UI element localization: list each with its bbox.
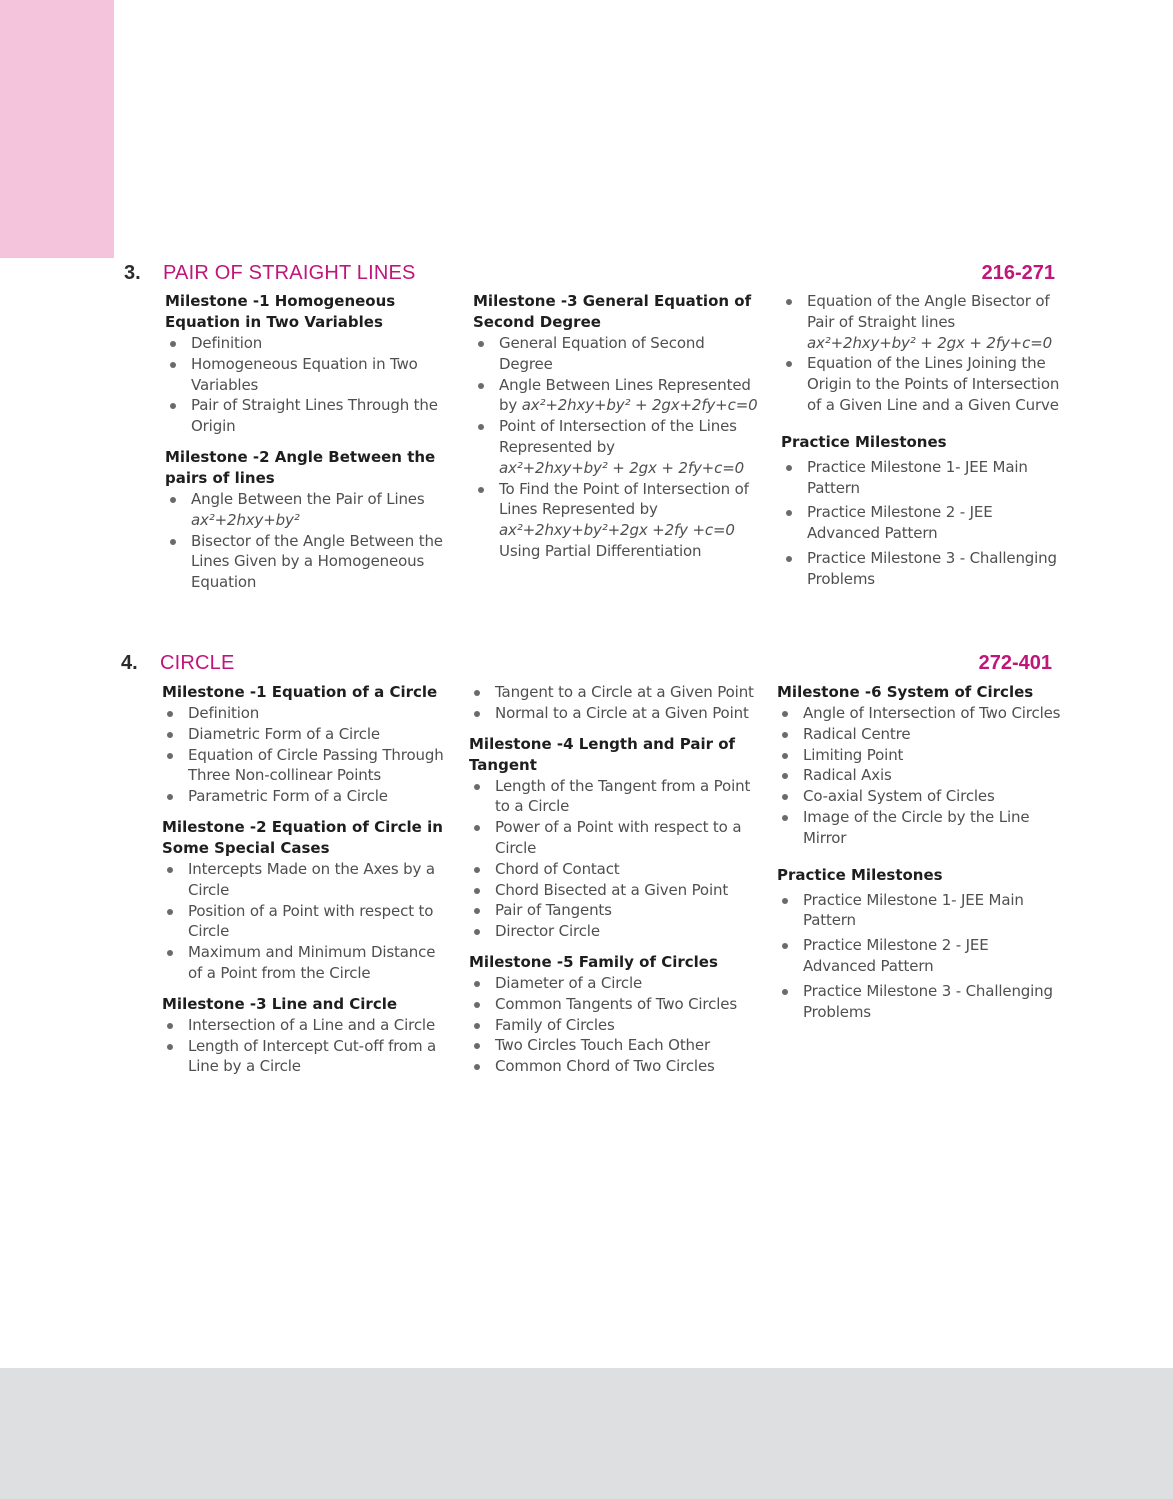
chapter-4-column-2 bbox=[469, 682, 754, 1077]
list-item: Definition bbox=[165, 333, 450, 354]
list-item: Definition bbox=[162, 703, 447, 724]
list-item: General Equation of Second Degree bbox=[473, 333, 758, 375]
list-item: Angle Between the Pair of Lines ax²+2hxy+by² bbox=[165, 489, 450, 531]
practice-heading: Practice Milestones bbox=[777, 865, 943, 884]
bullet-icon bbox=[170, 403, 176, 409]
bullet-icon bbox=[474, 981, 480, 987]
bullet-icon bbox=[170, 341, 176, 347]
bullet-icon bbox=[478, 383, 484, 389]
list-item: Length of Intercept Cut-off from a Line by a Circle bbox=[162, 1036, 447, 1078]
list-item: Pair of Straight Lines Through the Origin bbox=[165, 395, 450, 437]
bullet-icon bbox=[474, 867, 480, 873]
list-item: Diameter of a Circle bbox=[469, 973, 754, 994]
practice-heading: Practice Milestones bbox=[781, 432, 947, 451]
bullet-icon bbox=[782, 898, 788, 904]
list-item: Pair of Tangents bbox=[469, 900, 754, 921]
bullet-icon bbox=[167, 1044, 173, 1050]
bullet-icon bbox=[167, 950, 173, 956]
bullet-icon bbox=[782, 711, 788, 717]
milestone-heading: Milestone -2 Equation of Circle in Some Special Cases bbox=[162, 817, 443, 857]
bullet-icon bbox=[786, 510, 792, 516]
formula: ax²+2hxy+by² + 2gx + 2fy+c=0 bbox=[807, 333, 1053, 352]
bullet-icon bbox=[167, 732, 173, 738]
list-item: Image of the Circle by the Line Mirror bbox=[777, 807, 1062, 849]
list-item: Radical Centre bbox=[777, 724, 1062, 745]
bullet-icon bbox=[782, 732, 788, 738]
list-item: Diametric Form of a Circle bbox=[162, 724, 447, 745]
footer-band bbox=[0, 1368, 1173, 1499]
list-item: Practice Milestone 3 - Challenging Problems bbox=[781, 548, 1066, 590]
list-item: Maximum and Minimum Distance of a Point from the Circle bbox=[162, 942, 447, 984]
milestone-heading: Milestone -1 Equation of a Circle bbox=[162, 683, 438, 701]
formula: ax²+2hxy+by² bbox=[191, 510, 300, 529]
list-item: Tangent to a Circle at a Given Point bbox=[469, 682, 754, 703]
formula: ax²+2hxy+by²+2gx +2fy +c=0 bbox=[499, 521, 735, 540]
bullet-icon bbox=[474, 825, 480, 831]
list-item: Length of the Tangent from a Point to a Circle bbox=[469, 776, 754, 818]
list-item: Bisector of the Angle Between the Lines Given by a Homogeneous Equation bbox=[165, 531, 450, 593]
list-item: To Find the Point of Intersection of Lines Represented by ax²+2hxy+by²+2gx +2fy +c=0 Using Partial Differentiation bbox=[473, 479, 758, 562]
milestone-heading: Milestone -5 Family of Circles bbox=[469, 952, 718, 971]
list-item: Intersection of a Line and a Circle bbox=[162, 1015, 447, 1036]
bullet-icon bbox=[786, 361, 792, 367]
chapter-4-column-1 bbox=[162, 682, 447, 1077]
list-item: Angle of Intersection of Two Circles bbox=[777, 703, 1062, 724]
bullet-icon bbox=[167, 794, 173, 800]
bullet-icon bbox=[474, 1023, 480, 1029]
list-item: Practice Milestone 1- JEE Main Pattern bbox=[777, 890, 1062, 932]
bullet-icon bbox=[474, 711, 480, 717]
list-item: Practice Milestone 2 - JEE Advanced Pattern bbox=[781, 502, 1066, 544]
bullet-icon bbox=[782, 989, 788, 995]
bullet-icon bbox=[474, 929, 480, 935]
bullet-icon bbox=[782, 753, 788, 759]
formula: ax²+2hxy+by² + 2gx+2fy+c=0 bbox=[521, 396, 758, 415]
bullet-icon bbox=[474, 888, 480, 894]
list-item: Point of Intersection of the Lines Represented by ax²+2hxy+by² + 2gx + 2fy+c=0 bbox=[473, 416, 758, 478]
chapter-4-column-3 bbox=[777, 682, 1062, 1022]
bullet-icon bbox=[170, 497, 176, 503]
bullet-icon bbox=[474, 1002, 480, 1008]
bullet-icon bbox=[474, 908, 480, 914]
bullet-icon bbox=[786, 299, 792, 305]
list-item: Common Chord of Two Circles bbox=[469, 1056, 754, 1077]
list-item: Angle Between Lines Represented by ax²+2hxy+by² + 2gx+2fy+c=0 bbox=[473, 375, 758, 417]
list-item: Practice Milestone 2 - JEE Advanced Pattern bbox=[777, 935, 1062, 977]
milestone-heading: Milestone -3 Line and Circle bbox=[162, 994, 398, 1013]
milestone-heading: Milestone -2 Angle Between the pairs of lines bbox=[165, 447, 436, 487]
chapter-pages: 272-401 bbox=[978, 652, 1052, 674]
chapter-pages: 216-271 bbox=[981, 262, 1055, 284]
bullet-icon bbox=[167, 867, 173, 873]
bullet-icon bbox=[167, 711, 173, 717]
bullet-icon bbox=[474, 1043, 480, 1049]
bullet-icon bbox=[474, 784, 480, 790]
chapter-3-column-1 bbox=[165, 291, 450, 593]
chapter-title: PAIR OF STRAIGHT LINES bbox=[163, 262, 416, 284]
list-item: Equation of Circle Passing Through Three Non-collinear Points bbox=[162, 745, 447, 787]
list-item: Homogeneous Equation in Two Variables bbox=[165, 354, 450, 396]
milestone-heading: Milestone -4 Length and Pair of Tangent bbox=[469, 734, 736, 774]
bullet-icon bbox=[782, 943, 788, 949]
list-item: Normal to a Circle at a Given Point bbox=[469, 703, 754, 724]
list-item: Family of Circles bbox=[469, 1015, 754, 1036]
bullet-icon bbox=[474, 1064, 480, 1070]
bullet-icon bbox=[782, 773, 788, 779]
list-item: Practice Milestone 3 - Challenging Problems bbox=[777, 981, 1062, 1023]
list-item: Equation of the Lines Joining the Origin to the Points of Intersection of a Given Line and a Given Curve bbox=[781, 353, 1066, 415]
bullet-icon bbox=[786, 465, 792, 471]
list-item: Limiting Point bbox=[777, 745, 1062, 766]
bullet-icon bbox=[474, 690, 480, 696]
list-item: Position of a Point with respect to Circle bbox=[162, 901, 447, 943]
bullet-icon bbox=[782, 794, 788, 800]
list-item: Power of a Point with respect to a Circle bbox=[469, 817, 754, 859]
list-item: Co-axial System of Circles bbox=[777, 786, 1062, 807]
bullet-icon bbox=[170, 362, 176, 368]
chapter-number: 4. bbox=[121, 652, 138, 674]
list-item: Director Circle bbox=[469, 921, 754, 942]
list-item: Common Tangents of Two Circles bbox=[469, 994, 754, 1015]
bullet-icon bbox=[167, 909, 173, 915]
bullet-icon bbox=[782, 815, 788, 821]
bullet-icon bbox=[478, 341, 484, 347]
chapter-title: CIRCLE bbox=[160, 652, 235, 674]
chapter-3-column-2 bbox=[473, 291, 758, 562]
list-item: Chord Bisected at a Given Point bbox=[469, 880, 754, 901]
formula: ax²+2hxy+by² + 2gx + 2fy+c=0 bbox=[499, 458, 745, 477]
list-item: Radical Axis bbox=[777, 765, 1062, 786]
milestone-heading: Milestone -1 Homogeneous Equation in Two Variables bbox=[165, 292, 396, 331]
chapter-number: 3. bbox=[124, 262, 141, 284]
chapter-3-column-3 bbox=[781, 291, 1066, 590]
bullet-icon bbox=[786, 556, 792, 562]
milestone-heading: Milestone -3 General Equation of Second Degree bbox=[473, 292, 752, 331]
list-item: Equation of the Angle Bisector of Pair of Straight lines ax²+2hxy+by² + 2gx + 2fy+c=0 bbox=[781, 291, 1066, 353]
milestone-heading: Milestone -6 System of Circles bbox=[777, 683, 1034, 701]
list-item: Chord of Contact bbox=[469, 859, 754, 880]
bullet-icon bbox=[167, 753, 173, 759]
bullet-icon bbox=[478, 424, 484, 430]
list-item: Parametric Form of a Circle bbox=[162, 786, 447, 807]
list-item: Intercepts Made on the Axes by a Circle bbox=[162, 859, 447, 901]
list-item: Practice Milestone 1- JEE Main Pattern bbox=[781, 457, 1066, 499]
bullet-icon bbox=[170, 539, 176, 545]
pink-corner-tab bbox=[0, 0, 114, 258]
list-item: Two Circles Touch Each Other bbox=[469, 1035, 754, 1056]
bullet-icon bbox=[167, 1023, 173, 1029]
bullet-icon bbox=[478, 487, 484, 493]
